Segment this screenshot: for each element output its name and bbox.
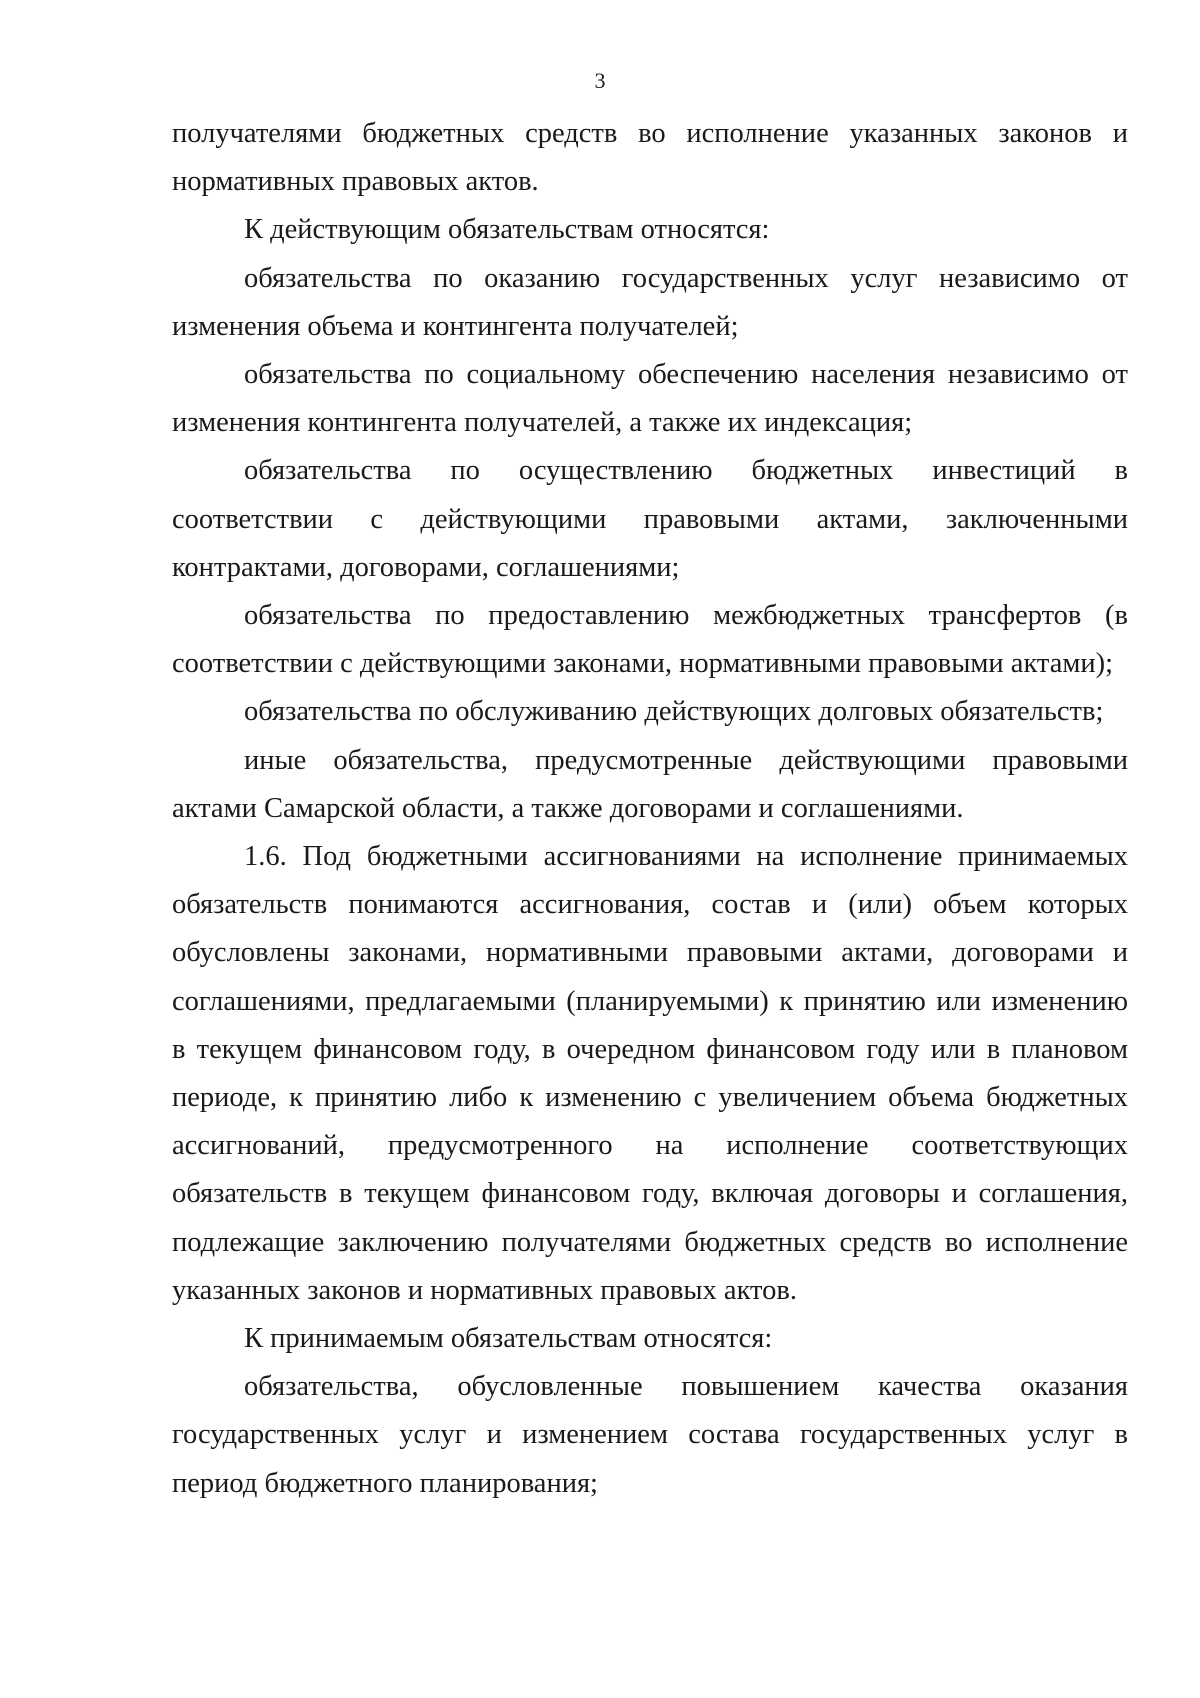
paragraph-service-quality: обязательства, обусловленные повышением качества оказания государственных услуг и изменением состава государственных услуг в период бюджетного планирования; [172, 1371, 1128, 1499]
paragraph-current-obligations-heading: К действующим обязательствам относятся: [244, 214, 770, 246]
document-body [172, 110, 1128, 1508]
page-number: 3 [594, 68, 606, 93]
paragraph-budget-investments: обязательства по осуществлению бюджетных инвестиций в соответствии с действующими правовыми актами, заключенными контрактами, договорами, соглашениями; [172, 455, 1128, 583]
paragraph-social-security: обязательства по социальному обеспечению населения независимо от изменения контингента получателей, а также их индексация; [172, 359, 1128, 439]
paragraph-accepted-obligations-heading: К принимаемым обязательствам относятся: [244, 1323, 773, 1355]
paragraph-section-1-6: 1.6. Под бюджетными ассигнованиями на исполнение принимаемых обязательств понимаются ассигнования, состав и (или) объем которых обусловлены законами, нормативными правовыми актами, договорами и соглашениями, предлагаемыми (планируемыми) к принятию или изменению в текущем финансовом году, в очередном финансовом году или в плановом периоде, к принятию либо к изменению с увеличением объема бюджетных ассигнований, предусмотренного на исполнение соответствующих обязательств в текущем финансовом году, включая договоры и соглашения, подлежащие заключению получателями бюджетных средств во исполнение указанных законов и нормативных правовых актов. [172, 841, 1128, 1306]
paragraph-other-obligations: иные обязательства, предусмотренные действующими правовыми актами Самарской области, а также договорами и соглашениями. [172, 744, 1128, 824]
paragraph-interbudget-transfers: обязательства по предоставлению межбюджетных трансфертов (в соответствии с действующими законами, нормативными правовыми актами); [172, 600, 1128, 680]
paragraph-debt-service: обязательства по обслуживанию действующих долговых обязательств; [244, 696, 1104, 728]
paragraph-state-services: обязательства по оказанию государственных услуг независимо от изменения объема и контингента получателей; [172, 262, 1128, 342]
paragraph-continuation: получателями бюджетных средств во исполнение указанных законов и нормативных правовых актов. [172, 118, 1128, 198]
